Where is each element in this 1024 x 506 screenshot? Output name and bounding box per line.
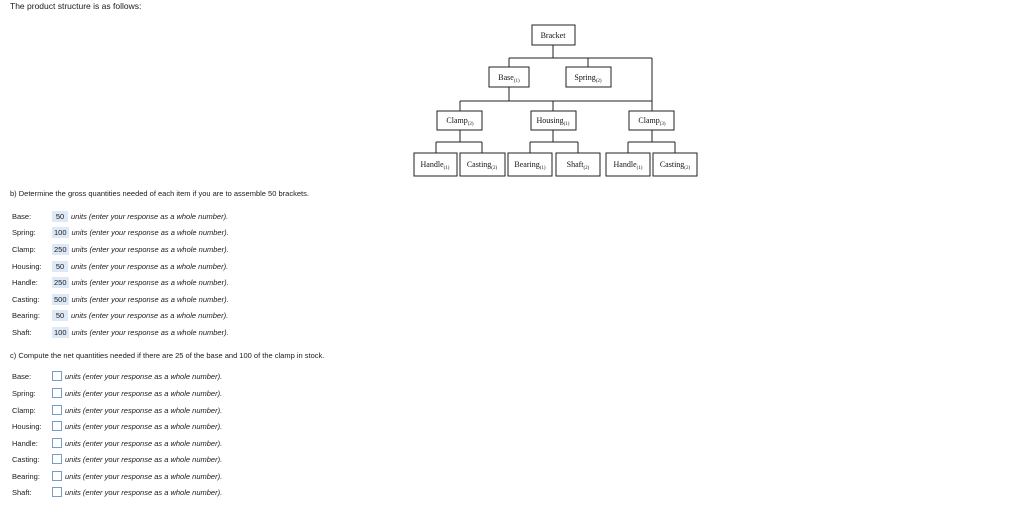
row-hint: units (enter your response as a whole number). (71, 327, 229, 337)
answer-clamp[interactable]: 250 (54, 244, 67, 254)
svg-text:Clamp(3): Clamp$_{(3)}$ (638, 116, 666, 127)
row-label: Handle: (12, 438, 38, 448)
row-label: Clamp: (12, 244, 36, 254)
row-hint: units (enter your response as a whole number). (71, 211, 229, 221)
tree-node-shaft (556, 153, 600, 176)
svg-text:Handle(1): Handle$_{(1)}$ (613, 160, 643, 171)
tree-node-clamp-2 (437, 111, 482, 130)
row-hint: units (enter your response as a whole number). (71, 244, 229, 254)
part-b-row-clamp (12, 242, 229, 256)
row-hint: units (enter your response as a whole number). (65, 438, 223, 448)
product-structure-tree (0, 0, 1024, 200)
tree-node-bracket (532, 25, 575, 45)
input-base[interactable] (52, 371, 62, 381)
tree-node-clamp-3 (629, 111, 674, 130)
row-hint: units (enter your response as a whole number). (71, 227, 229, 237)
input-spring[interactable] (52, 388, 62, 398)
part-b-row-handle (12, 275, 229, 289)
answer-housing[interactable]: 50 (52, 261, 68, 272)
row-hint: units (enter your response as a whole number). (71, 294, 229, 304)
part-c-row-housing (12, 419, 222, 433)
answer-base[interactable]: 50 (52, 211, 68, 222)
row-label: Casting: (12, 454, 40, 464)
answer-handle[interactable]: 250 (54, 277, 67, 287)
part-c-row-shaft (12, 485, 222, 499)
row-hint: units (enter your response as a whole number). (65, 454, 223, 464)
answer-bearing[interactable]: 50 (52, 310, 68, 321)
tree-node-housing (531, 111, 576, 130)
svg-text:Housing(1): Housing$_{(1)}$ (536, 116, 570, 127)
svg-text:Clamp(2): Clamp$_{(2)}$ (446, 116, 474, 127)
tree-connectors (436, 45, 675, 153)
tree-node-casting-1 (460, 153, 505, 176)
row-hint: units (enter your response as a whole number). (71, 310, 229, 320)
tree-node-handle-1 (414, 153, 457, 176)
answer-casting[interactable]: 500 (54, 294, 67, 304)
row-hint: units (enter your response as a whole number). (65, 388, 223, 398)
svg-text:Casting(2): Casting$_{(2)}$ (466, 160, 498, 171)
input-shaft[interactable] (52, 487, 62, 497)
part-c-row-spring (12, 386, 222, 400)
row-hint: units (enter your response as a whole number). (71, 277, 229, 287)
tree-node-bearing (508, 153, 552, 176)
row-label: Shaft: (12, 327, 32, 337)
part-b-row-spring (12, 225, 229, 239)
row-hint: units (enter your response as a whole number). (65, 421, 223, 431)
input-handle[interactable] (52, 438, 62, 448)
svg-text:Bearing(1): Bearing$_{(1)}$ (514, 160, 546, 171)
svg-text:Bracket: Bracket (540, 31, 566, 40)
svg-text:Shaft(2): Shaft$_{(2)}$ (566, 160, 590, 171)
row-hint: units (enter your response as a whole number). (65, 405, 223, 415)
row-label: Housing: (12, 421, 42, 431)
part-b-row-bearing (12, 308, 228, 322)
svg-text:Spring(2): Spring$_{(2)}$ (574, 73, 602, 84)
row-label: Casting: (12, 294, 40, 304)
part-b-row-casting (12, 292, 229, 306)
tree-node-handle-2 (606, 153, 650, 176)
row-label: Spring: (12, 227, 36, 237)
intro-text: The product structure is as follows: (10, 1, 142, 11)
part-b-row-housing (12, 259, 228, 273)
row-label: Clamp: (12, 405, 36, 415)
part-c-row-casting (12, 452, 222, 466)
input-bearing[interactable] (52, 471, 62, 481)
answer-spring[interactable]: 100 (54, 227, 67, 237)
tree-node-base (489, 67, 529, 87)
part-c-row-base (12, 369, 222, 383)
answer-shaft[interactable]: 100 (54, 327, 67, 337)
part-c-row-clamp (12, 403, 222, 417)
row-hint: units (enter your response as a whole number). (65, 371, 223, 381)
input-casting[interactable] (52, 454, 62, 464)
row-hint: units (enter your response as a whole number). (71, 261, 229, 271)
row-label: Base: (12, 211, 32, 221)
row-label: Shaft: (12, 487, 32, 497)
row-label: Handle: (12, 277, 38, 287)
row-label: Bearing: (12, 310, 40, 320)
row-hint: units (enter your response as a whole number). (65, 471, 223, 481)
row-label: Bearing: (12, 471, 40, 481)
part-c-question: c) Compute the net quantities needed if there are 25 of the base and 100 of the clamp in stock. (10, 351, 325, 360)
row-hint: units (enter your response as a whole number). (65, 487, 223, 497)
svg-text:Casting(2): Casting$_{(2)}$ (659, 160, 691, 171)
part-b-question: b) Determine the gross quantities needed of each item if you are to assemble 50 brackets. (10, 189, 309, 198)
part-b-row-base (12, 209, 228, 223)
svg-text:Handle(1): Handle$_{(1)}$ (420, 160, 450, 171)
input-clamp[interactable] (52, 405, 62, 415)
row-label: Spring: (12, 388, 36, 398)
svg-text:Base(1): Base$_{(1)}$ (498, 73, 520, 84)
part-c-row-bearing (12, 469, 222, 483)
tree-node-casting-2 (653, 153, 697, 176)
row-label: Housing: (12, 261, 42, 271)
tree-node-spring (566, 67, 611, 87)
input-housing[interactable] (52, 421, 62, 431)
part-b-row-shaft (12, 325, 229, 339)
part-c-row-handle (12, 436, 222, 450)
row-label: Base: (12, 371, 32, 381)
